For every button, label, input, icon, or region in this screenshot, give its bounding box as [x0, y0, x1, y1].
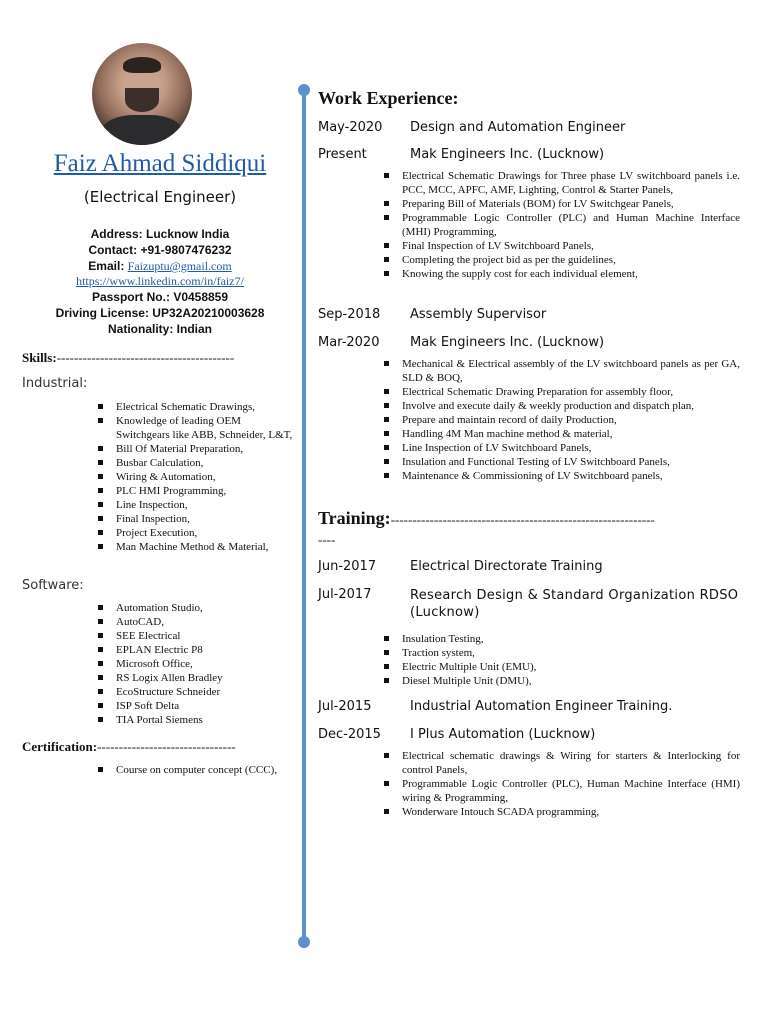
license-line: Driving License: UP32A20210003628	[55, 306, 265, 320]
list-item: Course on computer concept (CCC),	[96, 763, 286, 777]
industrial-label: Industrial:	[22, 376, 88, 391]
list-item: EcoStructure Schneider	[96, 685, 296, 699]
list-item: Electric Multiple Unit (EMU),	[382, 660, 740, 674]
list-item: Wiring & Automation,	[96, 470, 296, 484]
job1-to: Present	[318, 147, 367, 162]
list-item: Wonderware Intouch SCADA programming,	[382, 805, 740, 819]
list-item: Traction system,	[382, 646, 740, 660]
list-item: TIA Portal Siemens	[96, 713, 296, 727]
job1-from: May-2020	[318, 120, 383, 135]
list-item: Final Inspection of LV Switchboard Panels,	[382, 239, 740, 253]
list-item: Electrical Schematic Drawing Preparation for assembly floor,	[382, 385, 740, 399]
list-item: Final Inspection,	[96, 512, 296, 526]
timeline-line	[302, 88, 306, 942]
training-heading-dashes: ----	[318, 532, 336, 547]
list-item: Project Execution,	[96, 526, 296, 540]
list-item: Maintenance & Commissioning of LV Switchboard panels,	[382, 469, 740, 483]
job1-company: Mak Engineers Inc. (Lucknow)	[410, 147, 605, 162]
job1-title: Design and Automation Engineer	[410, 120, 626, 135]
list-item: Programmable Logic Controller (PLC), Human Machine Interface (HMI) wiring & Programming,	[382, 777, 740, 805]
list-item: EPLAN Electric P8	[96, 643, 296, 657]
list-item: Electrical Schematic Drawings,	[96, 400, 296, 414]
software-label: Software:	[22, 578, 84, 593]
list-item: AutoCAD,	[96, 615, 296, 629]
job2-duties	[382, 357, 740, 483]
certification-list	[96, 763, 286, 777]
training1-title: Electrical Directorate Training	[410, 559, 603, 574]
training3-title: Industrial Automation Engineer Training.	[410, 699, 673, 714]
candidate-role: (Electrical Engineer)	[83, 188, 237, 206]
nationality-line: Nationality: Indian	[107, 322, 213, 336]
list-item: RS Logix Allen Bradley	[96, 671, 296, 685]
job2-title: Assembly Supervisor	[410, 307, 547, 322]
timeline-dot-bottom	[298, 936, 310, 948]
job2-company: Mak Engineers Inc. (Lucknow)	[410, 335, 605, 350]
list-item: ISP Soft Delta	[96, 699, 296, 713]
list-item: Completing the project bid as per the guidelines,	[382, 253, 740, 267]
training-heading: Training:-------------------------------------------------------------	[318, 508, 655, 528]
list-item: Man Machine Method & Material,	[96, 540, 296, 554]
list-item: Insulation Testing,	[382, 632, 740, 646]
training2-topics	[382, 632, 740, 688]
list-item: Involve and execute daily & weekly production and dispatch plan,	[382, 399, 740, 413]
linkedin-line	[0, 274, 320, 289]
list-item: Automation Studio,	[96, 601, 296, 615]
list-item: Knowledge of leading OEM Switchgears like ABB, Schneider, L&T,	[96, 414, 296, 442]
list-item: Diesel Multiple Unit (DMU),	[382, 674, 740, 688]
job2-from: Sep-2018	[318, 307, 381, 322]
certification-heading: Certification:--------------------------------	[22, 739, 236, 754]
email-link[interactable]: Faizuptu@gmail.com	[127, 259, 232, 273]
list-item: Mechanical & Electrical assembly of the LV switchboard panels as per GA, SLD & BOQ,	[382, 357, 740, 385]
profile-photo	[92, 43, 192, 145]
list-item: Preparing Bill of Materials (BOM) for LV Switchgear Panels,	[382, 197, 740, 211]
list-item: Busbar Calculation,	[96, 456, 296, 470]
industrial-skills-list	[96, 400, 296, 554]
job2-to: Mar-2020	[318, 335, 380, 350]
job1-duties	[382, 169, 740, 281]
list-item: Line Inspection,	[96, 498, 296, 512]
list-item: SEE Electrical	[96, 629, 296, 643]
training1-date: Jun-2017	[318, 559, 377, 574]
software-skills-list	[96, 601, 296, 727]
list-item: Handling 4M Man machine method & material,	[382, 427, 740, 441]
list-item: Knowing the supply cost for each individual element,	[382, 267, 740, 281]
training3-company: I Plus Automation (Lucknow)	[410, 727, 596, 742]
list-item: PLC HMI Programming,	[96, 484, 296, 498]
list-item: Microsoft Office,	[96, 657, 296, 671]
list-item: Line Inspection of LV Switchboard Panels,	[382, 441, 740, 455]
training3-from: Jul-2015	[318, 699, 372, 714]
skills-heading: Skills:-----------------------------------------	[22, 350, 235, 365]
timeline-dot-top	[298, 84, 310, 96]
training2-title: Research Design & Standard Organization RDSO (Lucknow)	[410, 588, 739, 620]
contact-line: Contact: +91-9807476232	[88, 243, 232, 257]
candidate-name: Faiz Ahmad Siddiqui	[53, 150, 267, 177]
list-item: Insulation and Functional Testing of LV Switchboard Panels,	[382, 455, 740, 469]
linkedin-link[interactable]: https://www.linkedin.com/in/faiz7/	[76, 274, 244, 288]
email-line: Email: Faizuptu@gmail.com	[88, 259, 232, 273]
list-item: Electrical Schematic Drawings for Three phase LV switchboard panels i.e. PCC, MCC, APFC, AMF, Lighting, Control & Starter Panels,	[382, 169, 740, 197]
list-item: Bill Of Material Preparation,	[96, 442, 296, 456]
passport-line: Passport No.: V0458859	[91, 290, 229, 304]
training3-topics	[382, 749, 740, 819]
training2-date: Jul-2017	[318, 587, 372, 602]
list-item: Programmable Logic Controller (PLC) and Human Machine Interface (MHI) Programming,	[382, 211, 740, 239]
list-item: Prepare and maintain record of daily Production,	[382, 413, 740, 427]
work-experience-heading: Work Experience:	[318, 88, 459, 108]
list-item: Electrical schematic drawings & Wiring for starters & Interlocking for control Panels,	[382, 749, 740, 777]
training3-to: Dec-2015	[318, 727, 381, 742]
address-line: Address: Lucknow India	[90, 227, 230, 241]
